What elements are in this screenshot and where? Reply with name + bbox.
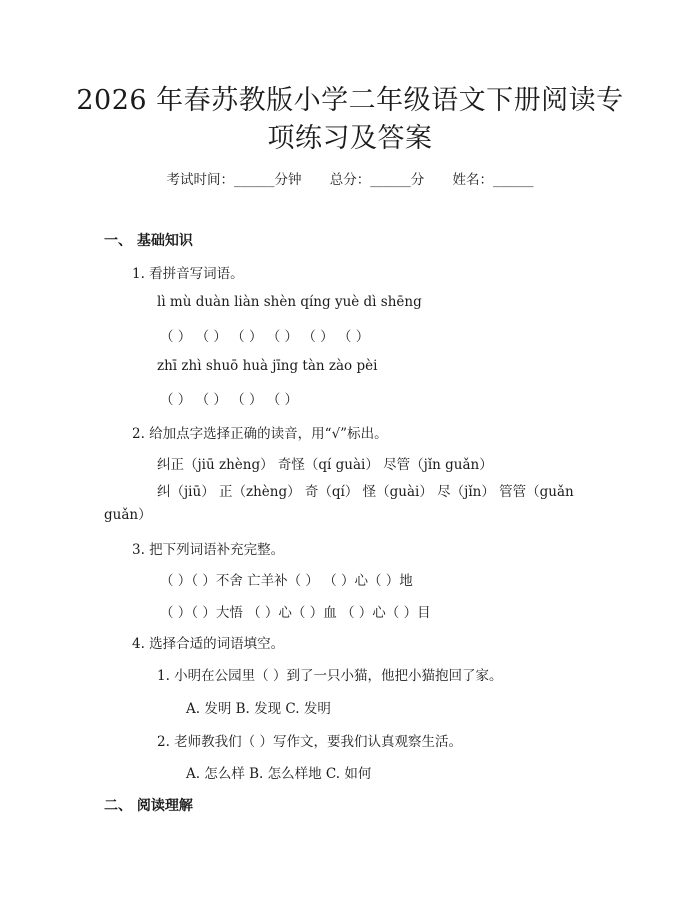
q3-prompt: 3. 把下列词语补充完整。 (132, 542, 285, 558)
exam-meta (0, 168, 700, 188)
q4-sub1: 1. 小明在公园里（ ）到了一只小猫，他把小猫抱回了家。 (157, 668, 503, 684)
q2-prompt: 2. 给加点字选择正确的读音，用“√”标出。 (132, 426, 388, 442)
q1-blanks-row2: （ ） （ ） （ ） （ ） (160, 392, 299, 408)
q3-line2: （ ）（ ）大悟 （ ）心（ ）血 （ ）心（ ）目 (160, 605, 431, 621)
q1-pinyin-row1: lì mù duàn liàn shèn qíng yuè dì shēng (157, 294, 422, 310)
exam-name: 姓名：______ (452, 172, 534, 188)
q4-sub2-options: A. 怎么样 B. 怎么样地 C. 如何 (186, 766, 372, 782)
q1-prompt: 1. 看拼音写词语。 (132, 266, 244, 282)
q1-blanks-row1: （ ） （ ） （ ） （ ） （ ） （ ） (160, 329, 370, 345)
section-heading-reading: 二、 阅读理解 (104, 798, 193, 814)
q4-sub2: 2. 老师教我们（ ）写作文，要我们认真观察生活。 (157, 734, 462, 750)
q4-sub1-options: A. 发明 B. 发现 C. 发明 (186, 701, 331, 717)
document-title-line2: 项练习及答案 (267, 123, 433, 154)
exam-time: 考试时间：______分钟 (166, 172, 302, 188)
q1-pinyin-row2: zhī zhì shuō huà jīng tàn zào pèi (157, 358, 378, 374)
q2-line1: 纠正（jiū zhèng） 奇怪（qí guài） 尽管（jǐn guǎn） (157, 457, 493, 473)
q2-line2: 纠（jiū） 正（zhèng） 奇（qí） 怪（guài） 尽（jǐn） 管管（guǎn guǎn） (104, 484, 574, 523)
q4-prompt: 4. 选择合适的词语填空。 (132, 636, 285, 652)
section-heading-basic: 一、 基础知识 (104, 233, 193, 249)
exam-score: 总分：______分 (329, 172, 425, 188)
document-title-line1: 2026 年春苏教版小学二年级语文下册阅读专 (76, 85, 624, 116)
q3-line1: （ ）（ ）不舍 亡羊补（ ） （ ）心（ ）地 (160, 573, 413, 589)
